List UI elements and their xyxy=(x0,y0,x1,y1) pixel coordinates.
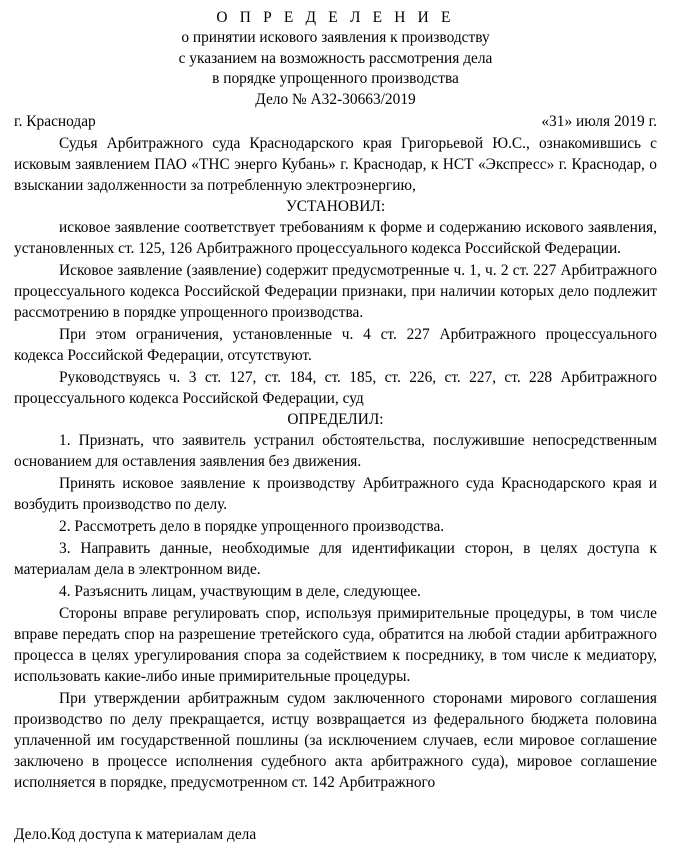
decided-paragraph: 4. Разъяснить лицам, участвующим в деле, следующее. xyxy=(59,583,421,600)
established-paragraph: Исковое заявление (заявление) содержит предусмотренные ч. 1, ч. 2 ст. 227 Арбитражного процессуального кодекса Российской Федерации признаки, при наличии которых дело подлежит рассмотрению в порядке упрощенного производства. xyxy=(14,262,657,321)
established-paragraph: При этом ограничения, установленные ч. 4 ст. 227 Арбитражного процессуального кодекса Российской Федерации, отсутствуют. xyxy=(14,326,657,364)
decided-heading: ОПРЕДЕЛИЛ: xyxy=(287,411,384,428)
city: г. Краснодар xyxy=(14,113,96,130)
date: «31» июля 2019 г. xyxy=(541,113,657,130)
decided-paragraph: 3. Направить данные, необходимые для идентификации сторон, в целях доступа к материалам дела в электронном виде. xyxy=(14,540,657,578)
case-number: Дело № А32-30663/2019 xyxy=(255,90,416,108)
document-title: О П Р Е Д Е Л Е Н И Е xyxy=(216,9,455,26)
decided-paragraph: Принять исковое заявление к производству Арбитражного суда Краснодарского края и возбудить производство по делу. xyxy=(14,475,657,513)
established-heading: УСТАНОВИЛ: xyxy=(285,198,386,215)
subtitle-line: с указанием на возможность рассмотрения дела xyxy=(178,49,493,67)
place-date-row xyxy=(14,111,657,132)
decided-paragraph: 1. Признать, что заявитель устранил обстоятельства, послужившие непосредственным основанием для оставления заявления без движения. xyxy=(14,432,657,470)
subtitle-line: в порядке упрощенного производства xyxy=(212,70,459,87)
established-paragraph: исковое заявление соответствует требованиям к форме и содержанию искового заявления, установленных ст. 125, 126 Арбитражного процессуального кодекса Российской Федерации. xyxy=(14,219,657,257)
decided-paragraph: 2. Рассмотреть дело в порядке упрощенного производства. xyxy=(59,518,445,535)
established-paragraph: Руководствуясь ч. 3 ст. 127, ст. 184, ст. 185, ст. 226, ст. 227, ст. 228 Арбитражного процессуального кодекса Российской Федерации, суд xyxy=(14,369,657,407)
decided-paragraph: Стороны вправе регулировать спор, используя примирительные процедуры, в том числе вправе передать спор на разрешение третейского суда, обратится на любой стадии арбитражного процесса в целях урегулирования спора за содействием к посреднику, в том числе к медиатору, использовать какие-либо иные примирительные процедуры. xyxy=(14,605,657,685)
subtitle-line: о принятии искового заявления к производству xyxy=(181,29,490,46)
footer-access-code: Дело.Код доступа к материалам дела xyxy=(14,826,257,843)
document-page xyxy=(14,8,657,793)
intro-paragraph: Судья Арбитражного суда Краснодарского края Григорьевой Ю.С., ознакомившись с исковым заявлением ПАО «ТНС энерго Кубань» г. Краснодар, к НСТ «Экспресс» г. Краснодар, о взыскании задолженности за потребленную электроэнергию, xyxy=(14,135,657,194)
decided-paragraph: При утверждении арбитражным судом заключенного сторонами мирового соглашения производство по делу прекращается, истцу возвращается из федерального бюджета половина уплаченной им государственной пошлины (за исключением случаев, если мировое соглашение заключено в процессе исполнения судебного акта арбитражного суда), мировое соглашение исполняется в порядке, предусмотренном ст. 142 Арбитражного xyxy=(14,690,657,791)
